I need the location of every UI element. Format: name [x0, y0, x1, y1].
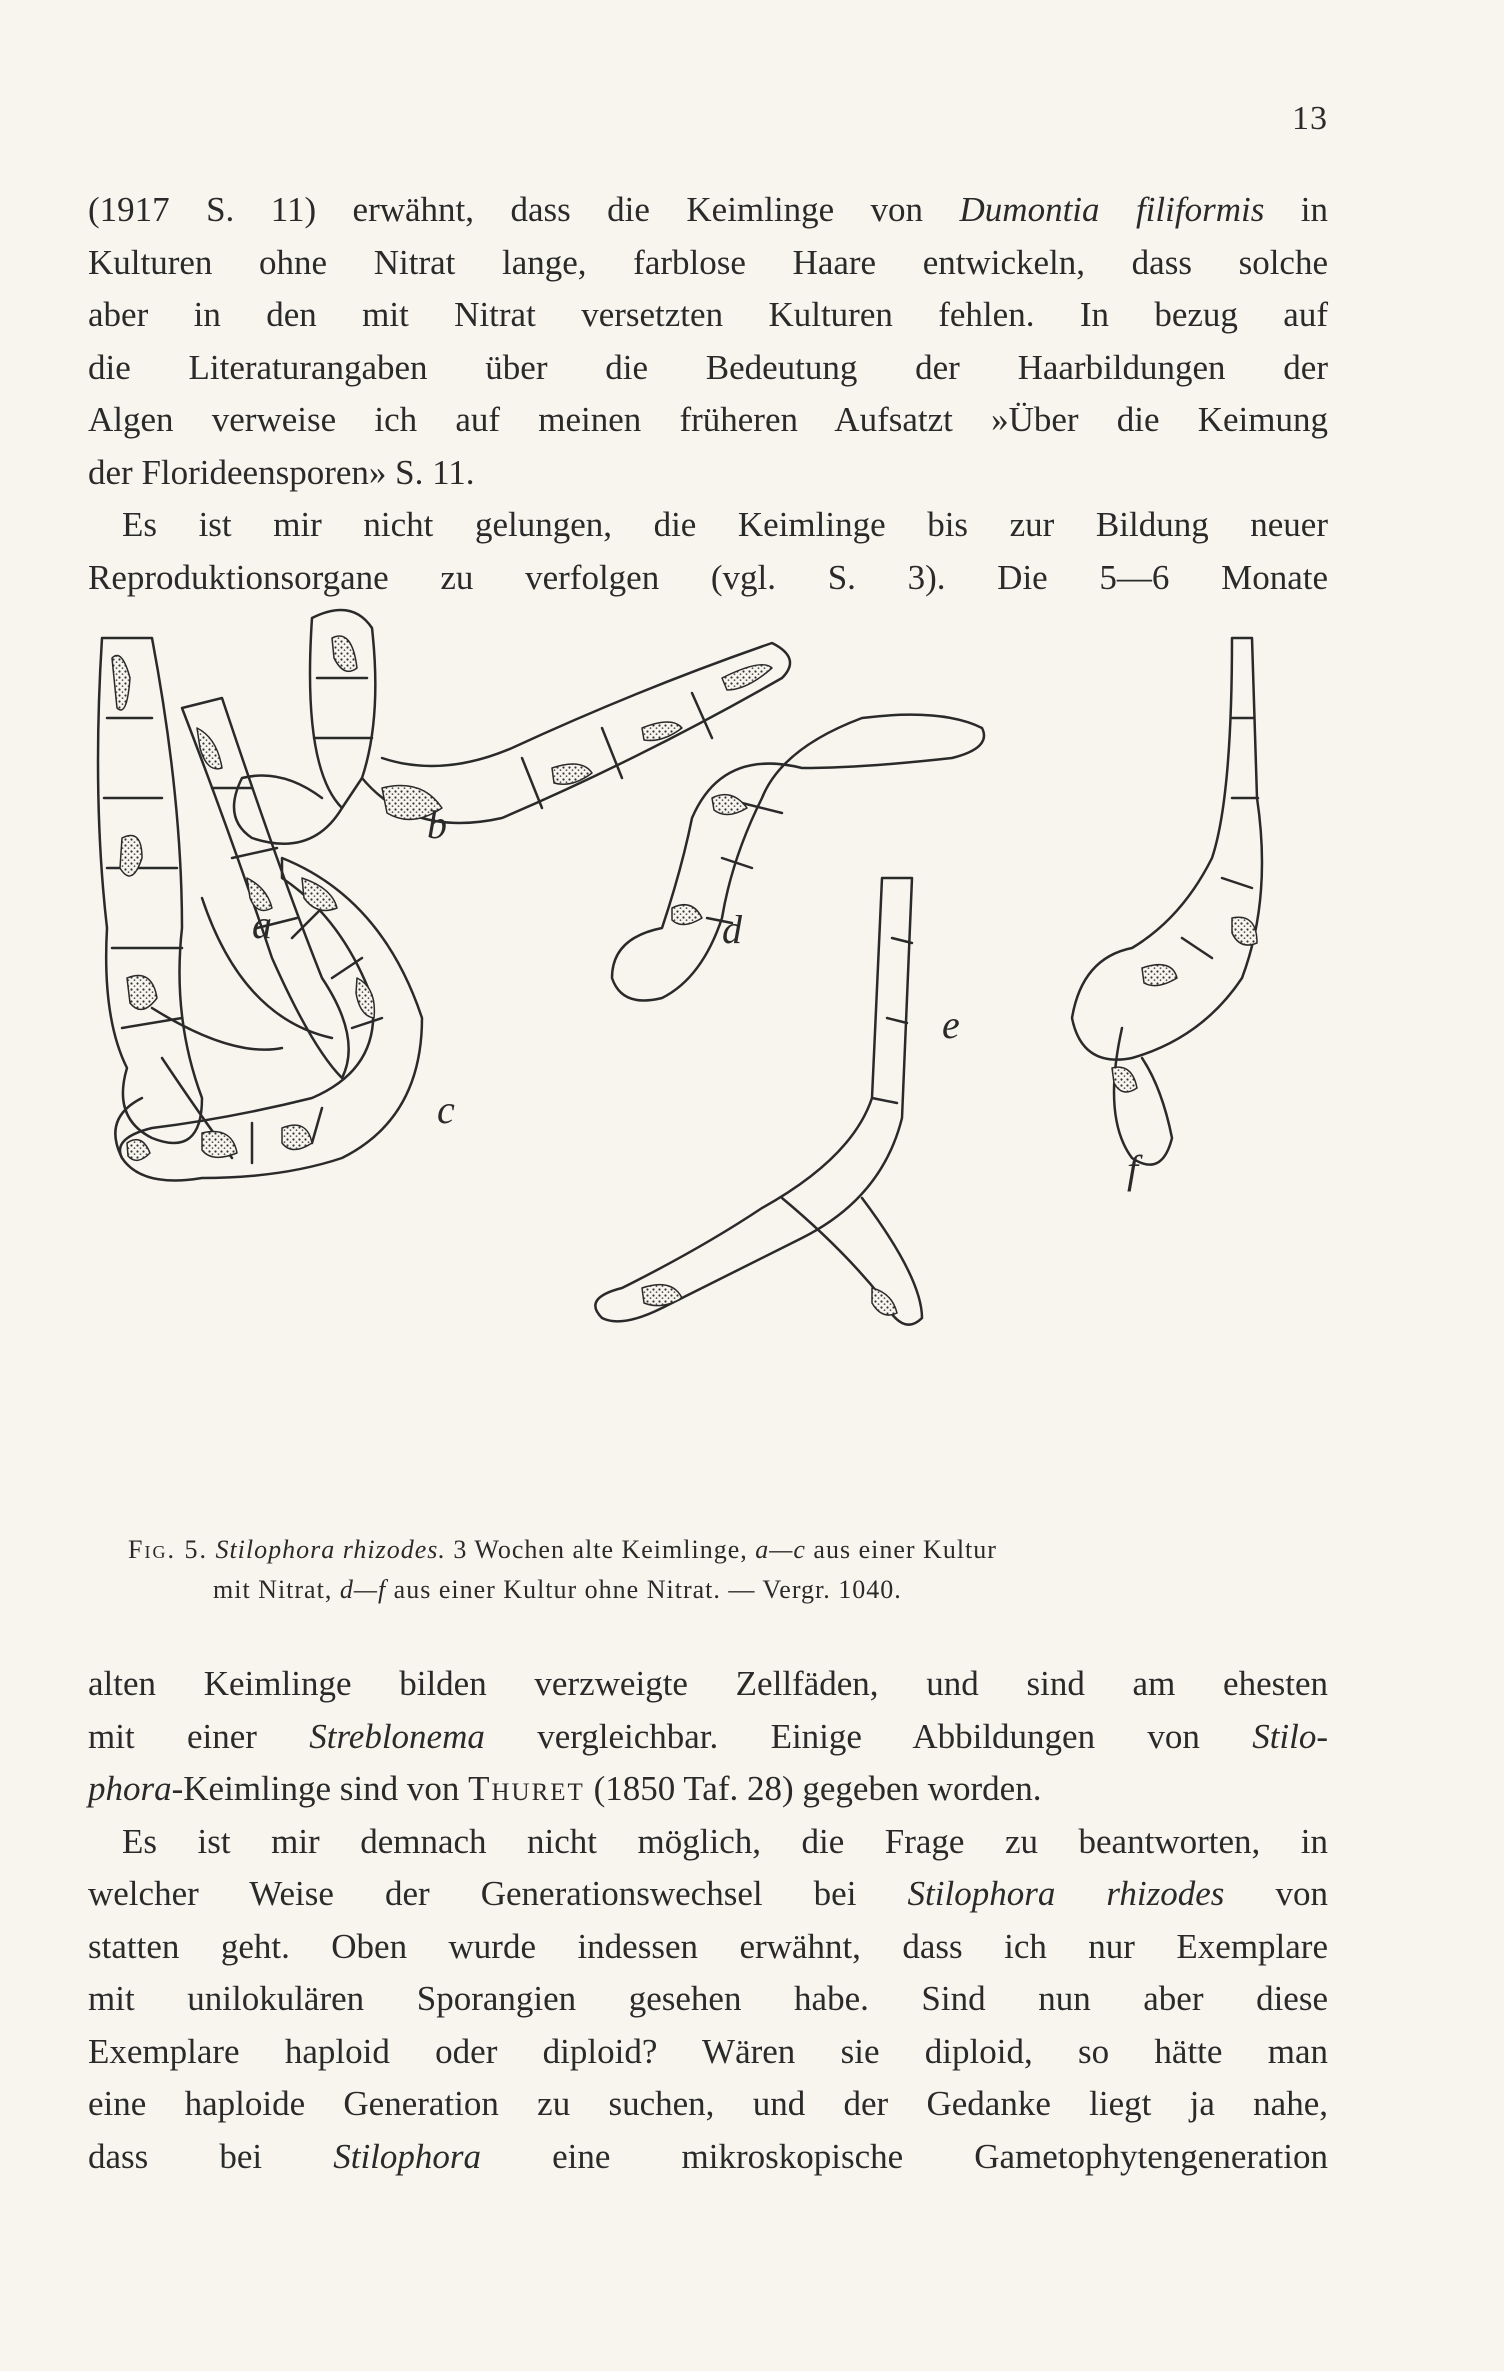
text-line: phora-Keimlinge sind von Thuret (1850 Taf. 28) gegeben worden.: [88, 1769, 1042, 1808]
paragraph-2: [88, 499, 1328, 604]
text-line: welcher Weise der Generationswechsel bei Stilophora rhizodes von: [88, 1874, 1328, 1913]
caption-line-1: Fig. 5. Stilophora rhizodes. 3 Wochen alte Keimlinge, a—c aus einer Kultur: [128, 1535, 997, 1564]
text-line: statten geht. Oben wurde indessen erwähnt, dass ich nur Exemplare: [88, 1926, 1328, 1966]
top-text: [88, 184, 1328, 604]
label-f: f: [1127, 1147, 1139, 1192]
text-line: dass bei Stilophora eine mikroskopische Gametophytengeneration: [88, 2136, 1328, 2176]
text-line: die Literaturangaben über die Bedeutung der Haarbildungen der: [88, 347, 1328, 387]
paragraph-3: [88, 1658, 1328, 1816]
germlings-illustration: [82, 598, 1332, 1518]
caption-line-2: mit Nitrat, d—f aus einer Kultur ohne Nitrat. — Vergr. 1040.: [213, 1575, 902, 1604]
paragraph-4: [88, 1816, 1328, 2184]
label-d: d: [722, 907, 742, 952]
figure-caption: [88, 1530, 1328, 1610]
filament-e: [595, 878, 922, 1325]
filament-d: [612, 715, 984, 1001]
paragraph-1: [88, 184, 1328, 499]
label-c: c: [437, 1087, 455, 1132]
text-line: aber in den mit Nitrat versetzten Kulturen fehlen. In bezug auf: [88, 295, 1328, 334]
page-number: 13: [1292, 100, 1328, 137]
bottom-text: [88, 1658, 1328, 2183]
label-e: e: [942, 1002, 960, 1047]
text-line: Kulturen ohne Nitrat lange, farblose Haare entwickeln, dass solche: [88, 242, 1328, 282]
text-line: alten Keimlinge bilden verzweigte Zellfäden, und sind am ehesten: [88, 1664, 1328, 1703]
filament-f: [1072, 638, 1262, 1165]
label-a: a: [252, 902, 272, 947]
text-line: eine haploide Generation zu suchen, und der Gedanke liegt ja nahe,: [88, 2084, 1328, 2123]
text-line: der Florideensporen» S. 11.: [88, 452, 475, 492]
text-line: Reproduktionsorgane zu verfolgen (vgl. S. 3). Die 5—6 Monate: [88, 557, 1328, 597]
text-line: Es ist mir nicht gelungen, die Keimlinge bis zur Bildung neuer: [122, 505, 1328, 544]
label-b: b: [427, 802, 447, 847]
text-line: Es ist mir demnach nicht möglich, die Frage zu beantworten, in: [122, 1821, 1328, 1861]
text-line: Exemplare haploid oder diploid? Wären sie diploid, so hätte man: [88, 2031, 1328, 2071]
text-line: mit unilokulären Sporangien gesehen habe. Sind nun aber diese: [88, 1979, 1328, 2018]
figure-germlings: [82, 598, 1332, 1518]
text-line: mit einer Streblonema vergleichbar. Einige Abbildungen von Stilo-: [88, 1716, 1329, 1756]
text-line: (1917 S. 11) erwähnt, dass die Keimlinge von Dumontia filiformis in: [88, 190, 1329, 229]
text-line: Algen verweise ich auf meinen früheren Aufsatzt »Über die Keimung: [88, 400, 1328, 439]
filament-b: [234, 610, 790, 844]
